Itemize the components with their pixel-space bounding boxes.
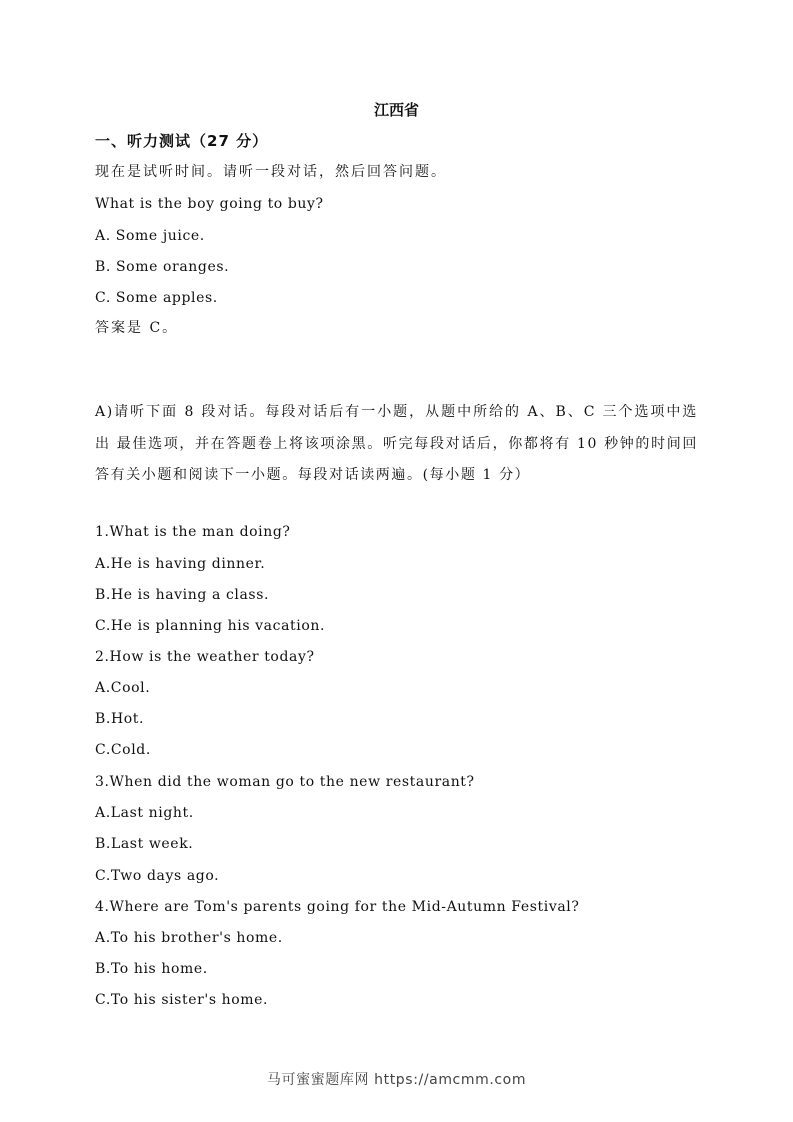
question-3: 3.When did the woman go to the new restaurant? (95, 774, 475, 790)
sample-intro: 现在是试听时间。请听一段对话，然后回答问题。 (95, 164, 447, 180)
question-1-option-c: C.He is planning his vacation. (95, 618, 326, 634)
page-footer-watermark: 马可蜜蜜题库网 https://amcmm.com (266, 1072, 527, 1088)
sample-question: What is the boy going to buy? (95, 196, 324, 212)
question-3-option-b: B.Last week. (95, 836, 194, 852)
part-a-instructions: A)请听下面 8 段对话。每段对话后有一小题，从题中所给的 A、B、C 三个选项中选出 最佳选项，并在答题卷上将该项涂黑。听完每段对话后，你都将有 10 秒钟的时间回答有关小题和阅读下一小题。每段对话读两遍。(每小题 1 分） (95, 404, 698, 483)
question-4: 4.Where are Tom's parents going for the Mid-Autumn Festival? (95, 899, 580, 915)
question-1-option-a: A.He is having dinner. (95, 556, 266, 572)
sample-answer: 答案是 C。 (95, 320, 179, 336)
question-4-option-c: C.To his sister's home. (95, 992, 269, 1008)
question-1: 1.What is the man doing? (95, 524, 291, 540)
question-2-option-b: B.Hot. (95, 711, 145, 727)
question-3-option-a: A.Last night. (95, 805, 194, 821)
question-4-option-b: B.To his home. (95, 961, 208, 977)
question-2-option-c: C.Cold. (95, 742, 151, 758)
sample-option-c: C. Some apples. (95, 290, 218, 306)
sample-option-a: A. Some juice. (95, 228, 205, 244)
section-heading: 一、听力测试（27 分） (95, 132, 269, 150)
question-2-option-a: A.Cool. (95, 680, 151, 696)
sample-option-b: B. Some oranges. (95, 259, 230, 275)
question-3-option-c: C.Two days ago. (95, 868, 220, 884)
question-4-option-a: A.To his brother's home. (95, 930, 283, 946)
question-1-option-b: B.He is having a class. (95, 587, 270, 603)
page-title: 江西省 (373, 101, 419, 119)
question-2: 2.How is the weather today? (95, 649, 315, 665)
